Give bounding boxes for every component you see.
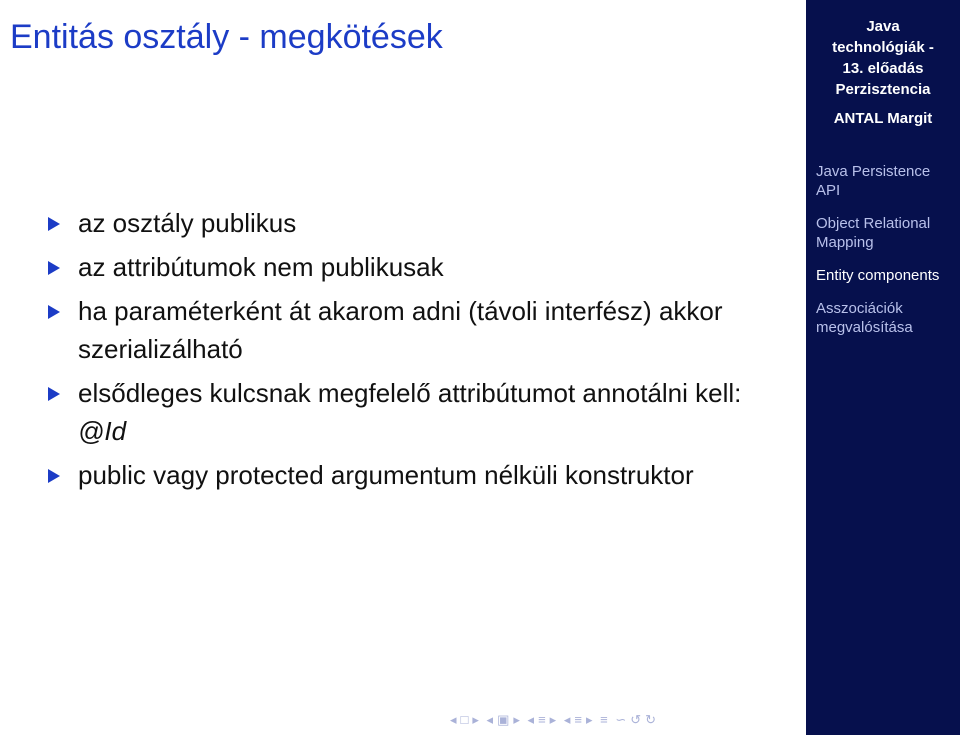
bullet-item xyxy=(48,204,788,242)
nav-next-slide-icon[interactable]: ▸ xyxy=(513,712,520,727)
bullet-item xyxy=(48,248,788,286)
bullet-text: ha paraméterként át akarom adni (távoli interfész) akkor szerializálható xyxy=(78,296,723,364)
nav-next-subsection-icon[interactable]: ▸ xyxy=(549,712,557,727)
bullet-code: @Id xyxy=(78,416,127,446)
sidebar-author: ANTAL Margit xyxy=(833,110,933,127)
nav-frame-icon[interactable]: □ xyxy=(460,712,469,727)
nav-forward-icon[interactable]: ↻ xyxy=(645,712,657,727)
sidebar-title-line: Java xyxy=(866,18,900,35)
sidebar-section-entity-components[interactable]: Entity components xyxy=(816,267,940,284)
nav-prev-slide-icon[interactable]: ◂ xyxy=(486,712,494,727)
sidebar xyxy=(806,0,960,735)
nav-subsection-icon[interactable]: ≡ xyxy=(538,712,546,727)
bullet-item xyxy=(48,456,788,494)
sidebar-section-orm[interactable]: Object Relational Mapping xyxy=(816,215,931,251)
bullet-text: az attribútumok nem publikusak xyxy=(78,252,444,282)
sidebar-title-line: Perzisztencia xyxy=(835,81,931,98)
nav-section-icon[interactable]: ≡ xyxy=(574,712,582,727)
bullet-triangle-icon xyxy=(48,261,60,275)
nav-prev-frame-icon[interactable]: ◂ xyxy=(450,712,457,727)
sidebar-title-line: 13. előadás xyxy=(842,60,924,77)
bullet-item xyxy=(48,374,788,450)
nav-next-section-icon[interactable]: ▸ xyxy=(585,712,593,727)
bullet-triangle-icon xyxy=(48,387,60,401)
bullet-triangle-icon xyxy=(48,217,60,231)
bullet-triangle-icon xyxy=(48,469,60,483)
bullet-text: az osztály publikus xyxy=(78,208,297,238)
sidebar-section-list xyxy=(816,162,956,351)
bullet-item xyxy=(48,292,788,368)
slide-title: Entitás osztály - megkötések xyxy=(10,18,443,56)
nav-search-icon[interactable]: ∽ xyxy=(615,712,627,727)
nav-prev-subsection-icon[interactable]: ◂ xyxy=(527,712,535,727)
nav-next-frame-icon[interactable]: ▸ xyxy=(472,712,479,727)
bullet-text: public vagy protected argumentum nélküli konstruktor xyxy=(78,460,694,490)
nav-outline-icon[interactable]: ≡ xyxy=(600,712,608,727)
bullet-text: elsődleges kulcsnak megfelelő attribútumot annotálni kell: xyxy=(78,378,742,408)
nav-prev-section-icon[interactable]: ◂ xyxy=(563,712,571,727)
nav-back-icon[interactable]: ↺ xyxy=(630,712,642,727)
bullet-list xyxy=(48,204,788,500)
bullet-triangle-icon xyxy=(48,305,60,319)
beamer-navigation-bar xyxy=(450,712,800,728)
sidebar-section-associations[interactable]: Asszociációk megvalósítása xyxy=(816,300,913,336)
sidebar-title-line: technológiák - xyxy=(832,39,934,56)
nav-slide-icon[interactable]: ▣ xyxy=(497,712,510,727)
sidebar-section-java-persistence-api[interactable]: Java Persistence API xyxy=(816,163,931,199)
sidebar-presentation-title xyxy=(806,16,960,100)
